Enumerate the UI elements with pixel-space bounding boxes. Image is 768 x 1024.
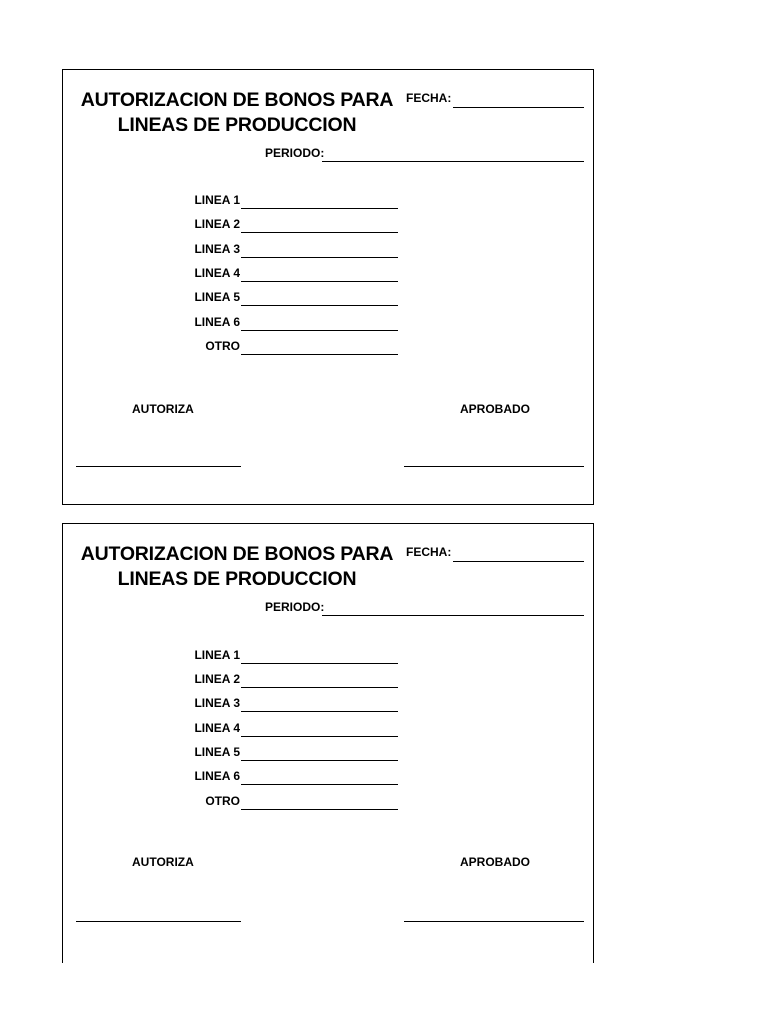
linea-1-field[interactable] (241, 663, 398, 664)
autoriza-signature-line[interactable] (76, 921, 241, 922)
linea-5-field[interactable] (241, 760, 398, 761)
linea-4-field[interactable] (241, 736, 398, 737)
linea-6-row (63, 769, 403, 793)
periodo-label: PERIODO: (265, 600, 325, 614)
fecha-field[interactable] (453, 107, 584, 108)
linea-1-label: LINEA 1 (194, 648, 240, 662)
linea-1-row (63, 193, 403, 217)
linea-5-row (63, 290, 403, 314)
aprobado-signature-line[interactable] (404, 466, 584, 467)
bonus-authorization-form-1 (62, 69, 594, 505)
linea-2-field[interactable] (241, 232, 398, 233)
linea-6-field[interactable] (241, 784, 398, 785)
otro-label: OTRO (205, 794, 240, 808)
linea-6-label: LINEA 6 (194, 769, 240, 783)
form-title (77, 88, 397, 138)
form-title-line-2: LINEAS DE PRODUCCION (117, 114, 357, 136)
linea-5-label: LINEA 5 (194, 745, 240, 759)
linea-5-row (63, 745, 403, 769)
otro-field[interactable] (241, 354, 398, 355)
autoriza-label: AUTORIZA (132, 402, 194, 416)
autoriza-label: AUTORIZA (132, 855, 194, 869)
aprobado-signature-line[interactable] (404, 921, 584, 922)
autoriza-signature-line[interactable] (76, 466, 241, 467)
linea-3-label: LINEA 3 (194, 696, 240, 710)
otro-field[interactable] (241, 809, 398, 810)
linea-6-label: LINEA 6 (194, 315, 240, 329)
linea-3-row (63, 696, 403, 720)
periodo-label: PERIODO: (265, 146, 325, 160)
linea-6-row (63, 315, 403, 339)
linea-1-row (63, 648, 403, 672)
linea-2-row (63, 672, 403, 696)
linea-6-field[interactable] (241, 330, 398, 331)
form-title-line-1: AUTORIZACION DE BONOS PARA (80, 543, 394, 565)
linea-2-label: LINEA 2 (194, 217, 240, 231)
linea-4-label: LINEA 4 (194, 721, 240, 735)
linea-4-field[interactable] (241, 281, 398, 282)
linea-1-label: LINEA 1 (194, 193, 240, 207)
periodo-field[interactable] (322, 615, 584, 616)
form-title-line-2: LINEAS DE PRODUCCION (117, 568, 357, 590)
linea-4-label: LINEA 4 (194, 266, 240, 280)
form-title (77, 542, 397, 592)
linea-4-row (63, 266, 403, 290)
fecha-label: FECHA: (406, 91, 452, 105)
linea-2-row (63, 217, 403, 241)
otro-row (63, 794, 403, 818)
linea-3-field[interactable] (241, 257, 398, 258)
aprobado-label: APROBADO (460, 855, 531, 869)
form-title-line-1: AUTORIZACION DE BONOS PARA (80, 89, 394, 111)
otro-row (63, 339, 403, 363)
otro-label: OTRO (205, 339, 240, 353)
linea-3-row (63, 242, 403, 266)
fecha-field[interactable] (453, 561, 584, 562)
fecha-label: FECHA: (406, 545, 452, 559)
bonus-authorization-form-2 (62, 523, 594, 963)
linea-2-label: LINEA 2 (194, 672, 240, 686)
linea-1-field[interactable] (241, 208, 398, 209)
linea-5-field[interactable] (241, 305, 398, 306)
periodo-field[interactable] (322, 161, 584, 162)
linea-3-label: LINEA 3 (194, 242, 240, 256)
linea-3-field[interactable] (241, 711, 398, 712)
linea-5-label: LINEA 5 (194, 290, 240, 304)
linea-2-field[interactable] (241, 687, 398, 688)
aprobado-label: APROBADO (460, 402, 531, 416)
linea-4-row (63, 721, 403, 745)
